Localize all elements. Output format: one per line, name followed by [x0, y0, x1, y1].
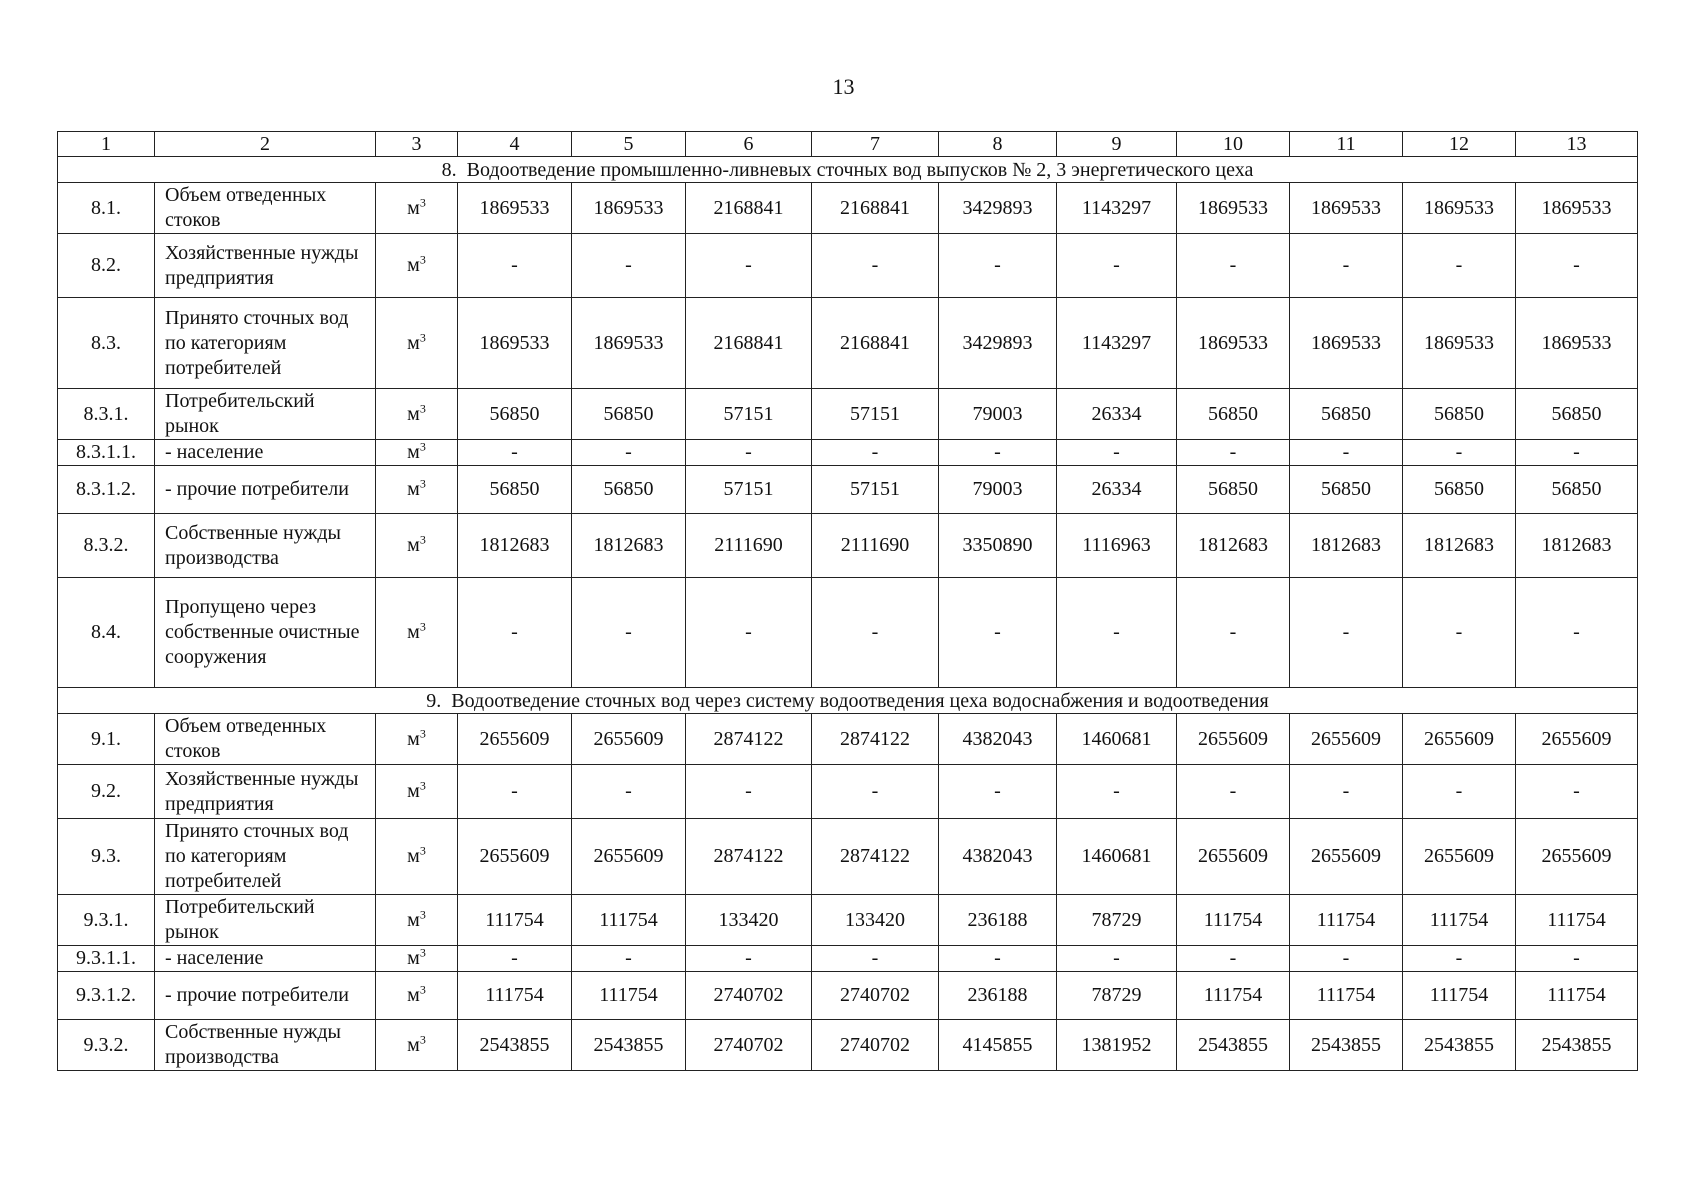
row-value: -	[1516, 765, 1638, 819]
column-number: 2	[155, 132, 376, 157]
row-value: -	[686, 946, 812, 972]
unit-base: м	[407, 478, 420, 500]
row-value: 57151	[812, 389, 939, 440]
row-value: 1869533	[1403, 298, 1516, 389]
row-value: 3429893	[939, 298, 1057, 389]
row-value: -	[458, 234, 572, 298]
row-value: 2168841	[686, 183, 812, 234]
row-value: 1812683	[1516, 514, 1638, 578]
row-value: 1869533	[1516, 298, 1638, 389]
row-value: -	[1290, 578, 1403, 688]
row-value: 2168841	[812, 183, 939, 234]
unit-exponent: 3	[419, 843, 426, 858]
row-value: 1812683	[458, 514, 572, 578]
row-value: -	[1516, 946, 1638, 972]
table-row	[58, 183, 1638, 234]
column-number: 11	[1290, 132, 1403, 157]
row-value: 2111690	[686, 514, 812, 578]
row-value: -	[686, 234, 812, 298]
unit-base: м	[407, 727, 420, 750]
table-row	[58, 819, 1638, 895]
row-value: 2655609	[1516, 819, 1638, 895]
row-value: 2740702	[686, 1020, 812, 1071]
row-name: - население	[155, 440, 376, 466]
row-value: 111754	[1290, 972, 1403, 1020]
row-value: -	[1403, 234, 1516, 298]
row-value: 56850	[1290, 466, 1403, 514]
row-value: 79003	[939, 466, 1057, 514]
row-unit	[376, 714, 458, 765]
row-code: 9.3.1.	[58, 895, 155, 946]
row-value: 111754	[1403, 895, 1516, 946]
row-value: 56850	[458, 466, 572, 514]
row-value: 111754	[1290, 895, 1403, 946]
column-number: 10	[1177, 132, 1290, 157]
row-value: -	[1403, 578, 1516, 688]
row-name: - население	[155, 946, 376, 972]
row-value: 2874122	[812, 819, 939, 895]
row-value: 1812683	[1290, 514, 1403, 578]
unit-base: м	[407, 947, 420, 969]
row-value: -	[1177, 234, 1290, 298]
row-value: 1812683	[1177, 514, 1290, 578]
section-header-row	[58, 688, 1638, 714]
unit-exponent: 3	[419, 945, 426, 960]
row-value: 2655609	[1290, 819, 1403, 895]
section-title	[58, 157, 1638, 183]
unit-base: м	[407, 402, 420, 425]
row-value: 56850	[1290, 389, 1403, 440]
row-name: Собственные нужды производства	[155, 1020, 376, 1071]
row-code: 9.3.1.1.	[58, 946, 155, 972]
unit-exponent: 3	[419, 400, 426, 415]
row-unit	[376, 972, 458, 1020]
row-value: 57151	[686, 466, 812, 514]
row-value: -	[1403, 765, 1516, 819]
row-value: -	[1177, 765, 1290, 819]
unit-exponent: 3	[419, 532, 426, 547]
section-number: 9.	[426, 689, 442, 712]
row-value: -	[686, 765, 812, 819]
row-value: 1460681	[1057, 819, 1177, 895]
unit-exponent: 3	[419, 194, 426, 209]
column-number-row	[58, 132, 1638, 157]
row-value: 2655609	[1516, 714, 1638, 765]
table-row	[58, 714, 1638, 765]
row-name: Потребительский рынок	[155, 389, 376, 440]
table-row	[58, 1020, 1638, 1071]
row-name: Объем отведенных стоков	[155, 714, 376, 765]
row-value: 79003	[939, 389, 1057, 440]
column-number: 1	[58, 132, 155, 157]
unit-base: м	[407, 621, 420, 643]
row-value: 133420	[812, 895, 939, 946]
row-code: 8.3.1.2.	[58, 466, 155, 514]
row-code: 8.2.	[58, 234, 155, 298]
row-unit	[376, 946, 458, 972]
row-value: 111754	[572, 895, 686, 946]
row-code: 8.1.	[58, 183, 155, 234]
row-value: -	[1057, 765, 1177, 819]
water-disposal-table	[57, 131, 1638, 1071]
unit-exponent: 3	[419, 476, 426, 491]
unit-exponent: 3	[419, 329, 426, 344]
row-value: 111754	[1516, 895, 1638, 946]
row-value: -	[686, 578, 812, 688]
row-value: -	[939, 946, 1057, 972]
row-name: Принято сточных вод по категориям потребителей	[155, 298, 376, 389]
row-unit	[376, 514, 458, 578]
row-name: Принято сточных вод по категориям потребителей	[155, 819, 376, 895]
row-code: 8.4.	[58, 578, 155, 688]
row-value: 2874122	[686, 819, 812, 895]
row-value: 57151	[812, 466, 939, 514]
table-row	[58, 578, 1638, 688]
row-value: 2655609	[1403, 714, 1516, 765]
table-row	[58, 234, 1638, 298]
column-number: 12	[1403, 132, 1516, 157]
row-value: 78729	[1057, 895, 1177, 946]
row-unit	[376, 298, 458, 389]
column-number: 6	[686, 132, 812, 157]
row-name: - прочие потребители	[155, 972, 376, 1020]
column-number: 7	[812, 132, 939, 157]
row-value: -	[812, 234, 939, 298]
row-code: 8.3.1.	[58, 389, 155, 440]
unit-exponent: 3	[419, 252, 426, 267]
row-value: -	[939, 578, 1057, 688]
row-unit	[376, 765, 458, 819]
row-value: 2740702	[812, 1020, 939, 1071]
row-code: 9.2.	[58, 765, 155, 819]
row-name: Потребительский рынок	[155, 895, 376, 946]
row-value: 2543855	[572, 1020, 686, 1071]
row-name: Хозяйственные нужды предприятия	[155, 765, 376, 819]
row-value: 56850	[1403, 466, 1516, 514]
row-unit	[376, 466, 458, 514]
row-value: 4382043	[939, 819, 1057, 895]
row-value: 133420	[686, 895, 812, 946]
row-value: 1869533	[1290, 183, 1403, 234]
row-value: -	[572, 765, 686, 819]
row-unit	[376, 183, 458, 234]
row-value: -	[572, 440, 686, 466]
row-value: 4145855	[939, 1020, 1057, 1071]
row-value: 236188	[939, 972, 1057, 1020]
row-unit	[376, 234, 458, 298]
column-number: 13	[1516, 132, 1638, 157]
row-value: 1460681	[1057, 714, 1177, 765]
unit-base: м	[407, 845, 420, 867]
row-value: -	[1516, 578, 1638, 688]
row-value: -	[1057, 234, 1177, 298]
section-title	[58, 688, 1638, 714]
row-value: 2655609	[1177, 714, 1290, 765]
unit-base: м	[407, 441, 420, 463]
table-row	[58, 946, 1638, 972]
table-row	[58, 440, 1638, 466]
unit-base: м	[407, 331, 420, 354]
unit-exponent: 3	[419, 906, 426, 921]
row-value: 56850	[1403, 389, 1516, 440]
row-value: -	[1177, 946, 1290, 972]
row-value: 1116963	[1057, 514, 1177, 578]
row-value: 2543855	[1516, 1020, 1638, 1071]
row-value: 4382043	[939, 714, 1057, 765]
row-value: -	[572, 234, 686, 298]
row-name: - прочие потребители	[155, 466, 376, 514]
row-value: 26334	[1057, 466, 1177, 514]
row-unit	[376, 819, 458, 895]
column-number: 4	[458, 132, 572, 157]
row-value: 3429893	[939, 183, 1057, 234]
row-value: 1143297	[1057, 183, 1177, 234]
row-value: 2543855	[1177, 1020, 1290, 1071]
row-value: 26334	[1057, 389, 1177, 440]
unit-exponent: 3	[419, 439, 426, 454]
row-value: 111754	[1177, 895, 1290, 946]
row-value: 111754	[458, 972, 572, 1020]
row-value: 1869533	[1290, 298, 1403, 389]
row-value: 56850	[1516, 466, 1638, 514]
row-value: 111754	[458, 895, 572, 946]
row-value: 1869533	[1403, 183, 1516, 234]
row-value: 2655609	[1403, 819, 1516, 895]
row-value: -	[1290, 765, 1403, 819]
row-value: -	[812, 765, 939, 819]
row-code: 8.3.	[58, 298, 155, 389]
row-value: 2655609	[572, 714, 686, 765]
row-value: -	[1057, 578, 1177, 688]
row-unit	[376, 389, 458, 440]
unit-exponent: 3	[419, 982, 426, 997]
row-value: 1869533	[458, 183, 572, 234]
table-row	[58, 895, 1638, 946]
row-value: 2655609	[1177, 819, 1290, 895]
row-value: -	[812, 946, 939, 972]
row-value: -	[1290, 946, 1403, 972]
row-value: 56850	[572, 389, 686, 440]
row-name: Собственные нужды производства	[155, 514, 376, 578]
row-value: 56850	[1516, 389, 1638, 440]
row-value: 1869533	[572, 298, 686, 389]
row-value: -	[1516, 440, 1638, 466]
row-value: 2543855	[458, 1020, 572, 1071]
column-number: 3	[376, 132, 458, 157]
row-code: 8.3.1.1.	[58, 440, 155, 466]
row-value: 1143297	[1057, 298, 1177, 389]
row-value: -	[812, 578, 939, 688]
row-value: 1812683	[1403, 514, 1516, 578]
row-value: 1812683	[572, 514, 686, 578]
unit-exponent: 3	[419, 1031, 426, 1046]
row-value: -	[1177, 578, 1290, 688]
unit-exponent: 3	[419, 619, 426, 634]
row-value: -	[812, 440, 939, 466]
row-name: Хозяйственные нужды предприятия	[155, 234, 376, 298]
section-number: 8.	[441, 158, 457, 181]
row-value: 1381952	[1057, 1020, 1177, 1071]
row-value: 57151	[686, 389, 812, 440]
row-value: 3350890	[939, 514, 1057, 578]
row-value: 56850	[1177, 389, 1290, 440]
row-value: 56850	[458, 389, 572, 440]
row-code: 9.3.1.2.	[58, 972, 155, 1020]
row-value: 2655609	[1290, 714, 1403, 765]
row-value: -	[1177, 440, 1290, 466]
row-value: -	[1057, 440, 1177, 466]
table-row	[58, 514, 1638, 578]
row-value: 236188	[939, 895, 1057, 946]
row-value: 2740702	[686, 972, 812, 1020]
row-unit	[376, 1020, 458, 1071]
row-value: 2874122	[686, 714, 812, 765]
row-value: -	[458, 765, 572, 819]
row-value: -	[1403, 946, 1516, 972]
row-code: 9.3.	[58, 819, 155, 895]
row-value: 2111690	[812, 514, 939, 578]
unit-exponent: 3	[419, 778, 426, 793]
table-row	[58, 972, 1638, 1020]
row-value: 1869533	[1177, 298, 1290, 389]
unit-base: м	[407, 984, 420, 1006]
row-value: 1869533	[458, 298, 572, 389]
row-value: 1869533	[1516, 183, 1638, 234]
row-value: -	[1516, 234, 1638, 298]
row-value: -	[458, 440, 572, 466]
table-row	[58, 765, 1638, 819]
row-value: 2543855	[1403, 1020, 1516, 1071]
unit-base: м	[407, 534, 420, 556]
row-unit	[376, 440, 458, 466]
row-value: 56850	[572, 466, 686, 514]
row-code: 9.1.	[58, 714, 155, 765]
section-title-text: Водоотведение сточных вод через систему водоотведения цеха водоснабжения и водоотведения	[451, 689, 1269, 712]
page-number: 13	[832, 74, 855, 99]
row-value: 2168841	[812, 298, 939, 389]
row-value: -	[1057, 946, 1177, 972]
row-value: -	[1290, 234, 1403, 298]
column-number: 5	[572, 132, 686, 157]
row-value: -	[939, 440, 1057, 466]
row-code: 9.3.2.	[58, 1020, 155, 1071]
unit-base: м	[407, 1033, 420, 1056]
row-unit	[376, 578, 458, 688]
row-value: -	[572, 946, 686, 972]
unit-base: м	[407, 196, 420, 219]
table-row	[58, 298, 1638, 389]
row-name: Пропущено через собственные очистные сооружения	[155, 578, 376, 688]
row-unit	[376, 895, 458, 946]
row-value: 2655609	[458, 819, 572, 895]
row-value: -	[686, 440, 812, 466]
column-number: 8	[939, 132, 1057, 157]
row-value: 111754	[1403, 972, 1516, 1020]
row-value: -	[939, 765, 1057, 819]
row-value: 1869533	[572, 183, 686, 234]
column-number: 9	[1057, 132, 1177, 157]
row-value: 2874122	[812, 714, 939, 765]
section-title-text: Водоотведение промышленно-ливневых сточных вод выпусков № 2, 3 энергетического цеха	[466, 158, 1254, 181]
row-code: 8.3.2.	[58, 514, 155, 578]
unit-base: м	[407, 908, 420, 931]
table-row	[58, 466, 1638, 514]
unit-base: м	[407, 254, 420, 276]
row-value: 2740702	[812, 972, 939, 1020]
table-row	[58, 389, 1638, 440]
row-value: 111754	[572, 972, 686, 1020]
row-value: -	[458, 578, 572, 688]
row-value: 111754	[1516, 972, 1638, 1020]
row-value: -	[572, 578, 686, 688]
unit-base: м	[407, 780, 420, 802]
row-value: -	[939, 234, 1057, 298]
row-value: 56850	[1177, 466, 1290, 514]
row-value: 2655609	[572, 819, 686, 895]
row-value: 2655609	[458, 714, 572, 765]
row-value: 2168841	[686, 298, 812, 389]
row-value: 1869533	[1177, 183, 1290, 234]
row-value: -	[1290, 440, 1403, 466]
row-value: -	[1403, 440, 1516, 466]
row-value: 2543855	[1290, 1020, 1403, 1071]
row-value: -	[458, 946, 572, 972]
section-header-row	[58, 157, 1638, 183]
row-name: Объем отведенных стоков	[155, 183, 376, 234]
unit-exponent: 3	[419, 725, 426, 740]
row-value: 111754	[1177, 972, 1290, 1020]
row-value: 78729	[1057, 972, 1177, 1020]
